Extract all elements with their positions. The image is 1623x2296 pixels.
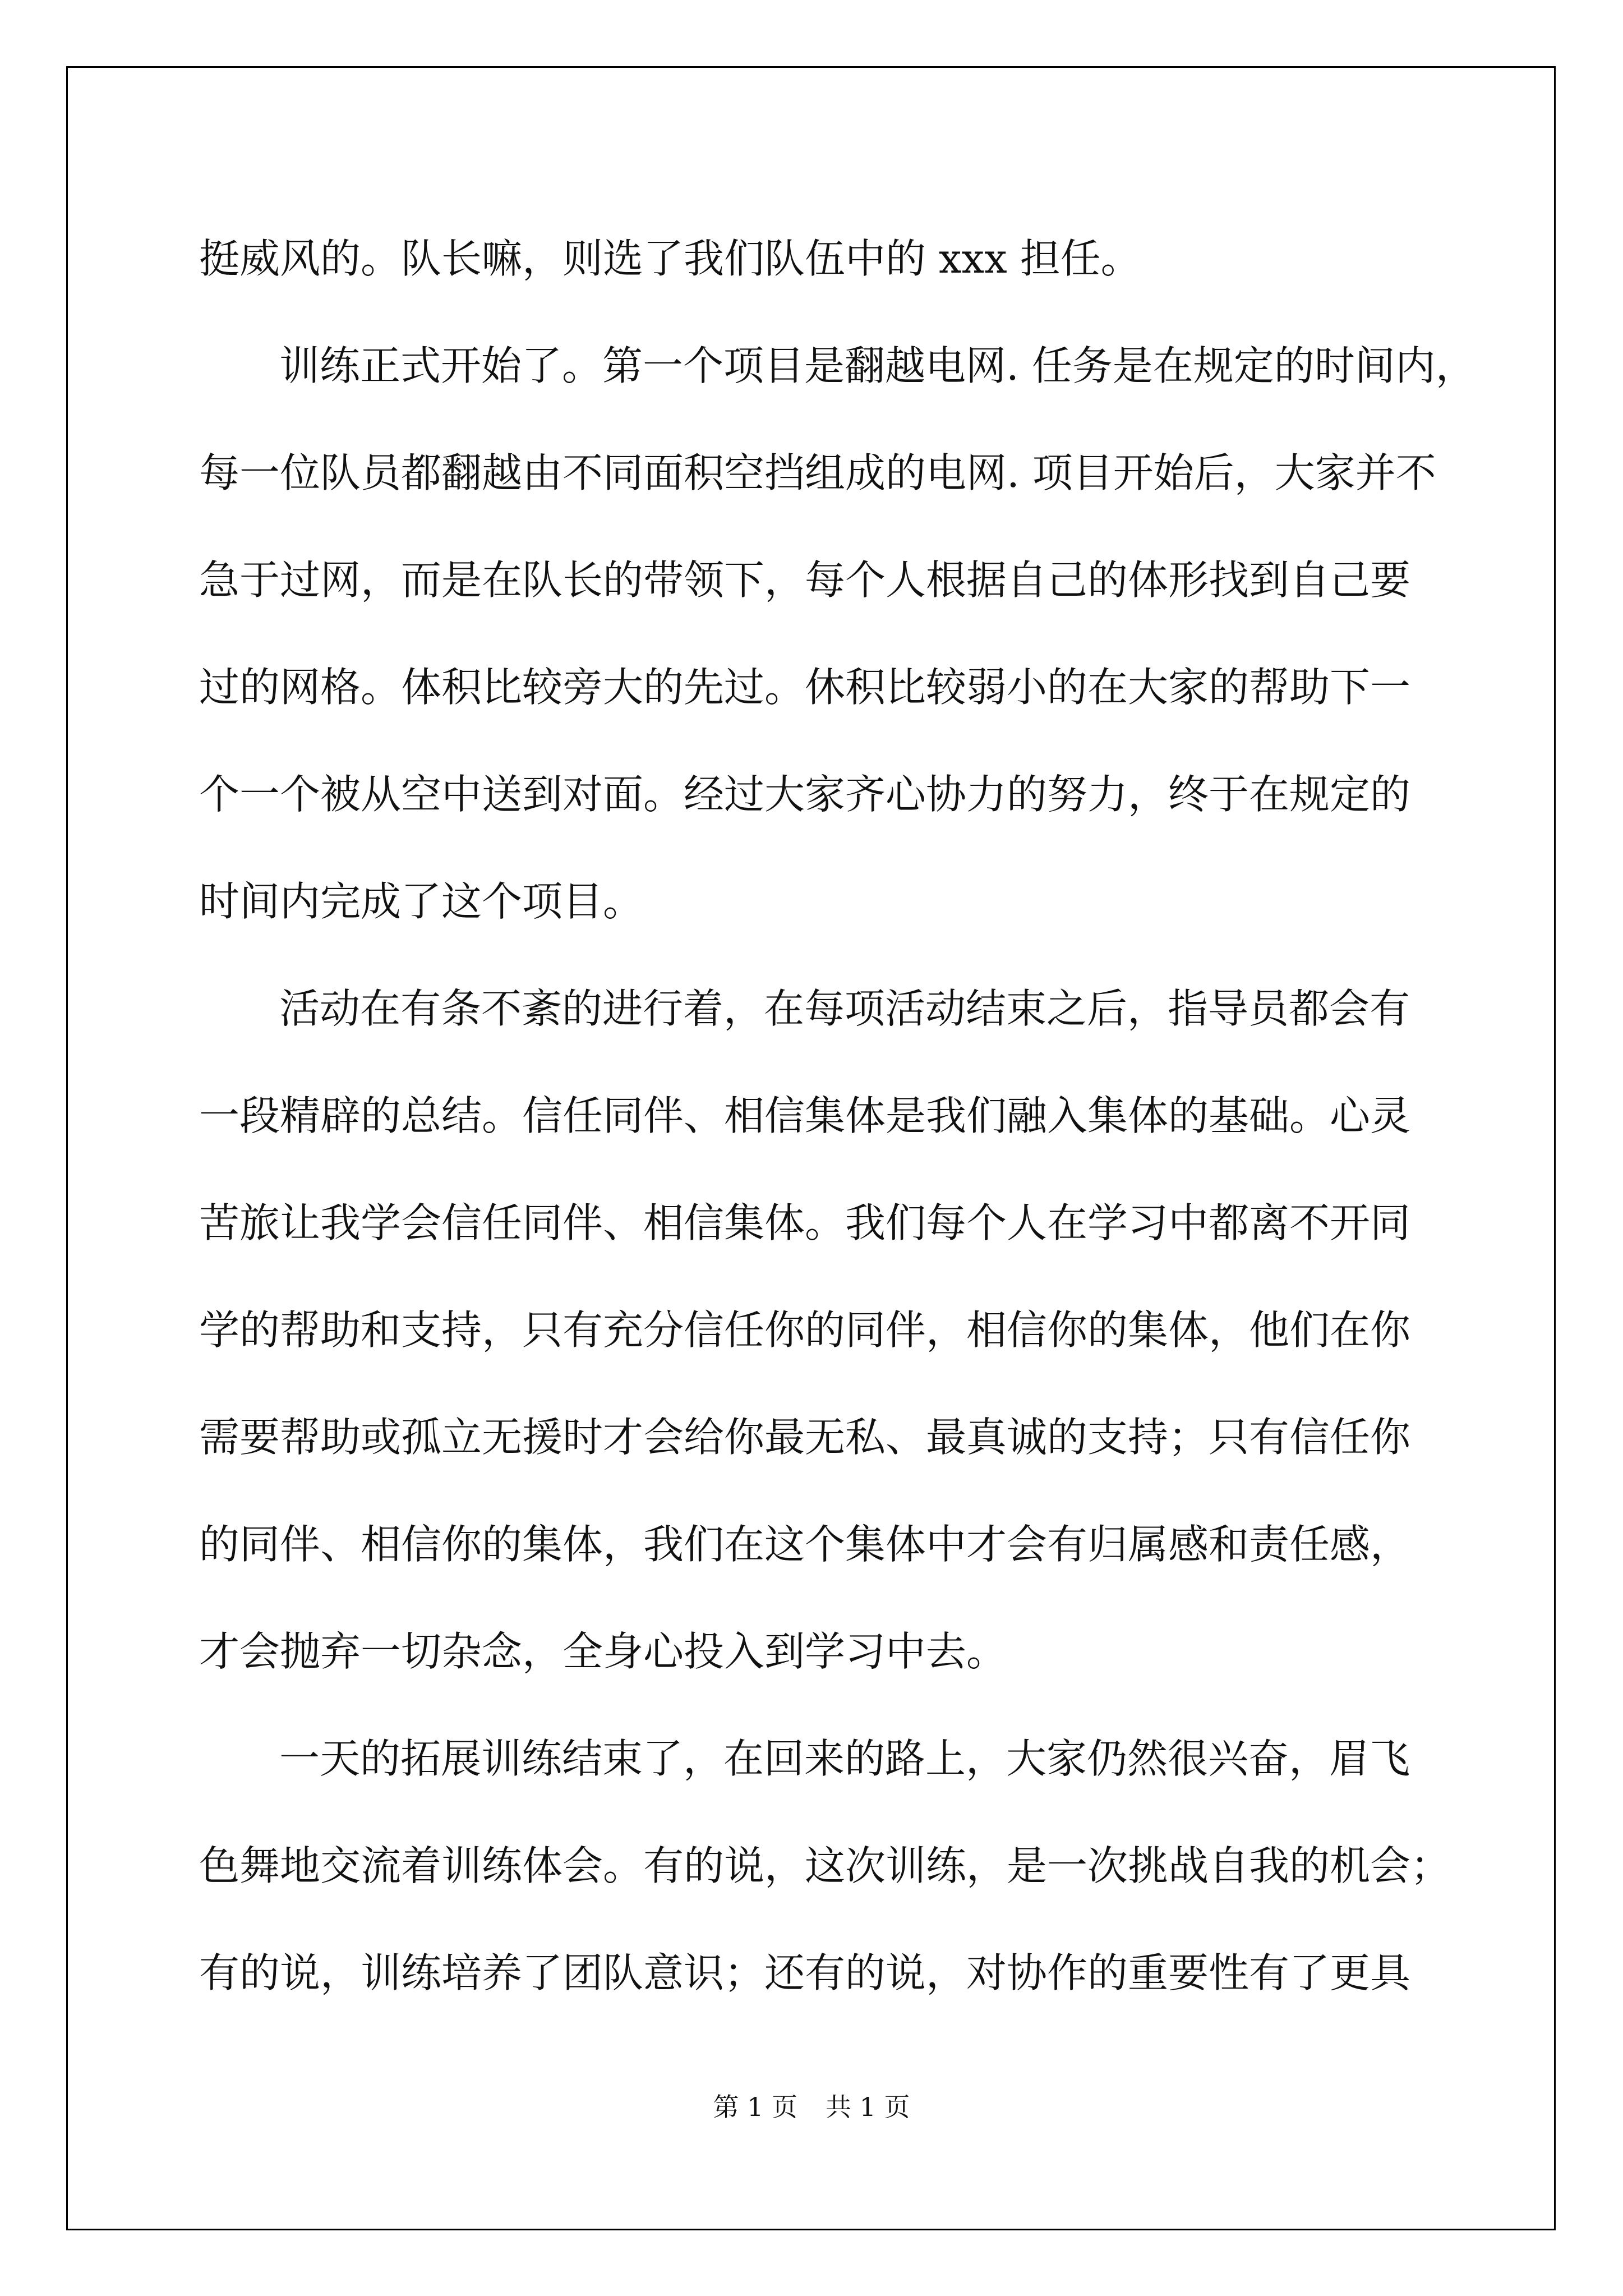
total-pages: 共 1 页	[826, 2092, 910, 2122]
text-line: 色舞地交流着训练体会。有的说，这次训练，是一次挑战自我的机会；	[199, 1842, 1451, 1889]
text-line: 急于过网，而是在队长的带领下，每个人根据自己的体形找到自己要	[199, 556, 1411, 604]
text-line: 需要帮助或孤立无援时才会给你最无私、最真诚的支持；只有信任你	[199, 1414, 1411, 1461]
text-line: 一段精辟的总结。信任同伴、相信集体是我们融入集体的基础。心灵	[199, 1092, 1411, 1139]
text-line: 挺威风的。队长嘛，则选了我们队伍中的 xxx 担任。	[199, 235, 1141, 282]
text-line: 苦旅让我学会信任同伴、相信集体。我们每个人在学习中都离不开同	[199, 1199, 1411, 1246]
text-line: 学的帮助和支持，只有充分信任你的同伴，相信你的集体，他们在你	[199, 1306, 1411, 1354]
text-line: 时间内完成了这个项目。	[199, 878, 644, 925]
page-number: 第 1 页	[713, 2092, 797, 2122]
document-body	[199, 205, 1483, 2027]
text-line: 每一位队员都翻越由不同面积空挡组成的电网. 项目开始后，大家并不	[199, 449, 1436, 496]
text-line: 有的说，训练培养了团队意识；还有的说，对协作的重要性有了更具	[199, 1949, 1411, 1996]
paragraph-first-line: 训练正式开始了。第一个项目是翻越电网. 任务是在规定的时间内，	[279, 342, 1476, 389]
text-line: 才会抛弃一切杂念，全身心投入到学习中去。	[199, 1628, 1007, 1675]
text-line: 个一个被从空中送到对面。经过大家齐心协力的努力，终于在规定的	[199, 771, 1411, 818]
text-line: 过的网格。体积比较旁大的先过。休积比较弱小的在大家的帮助下一	[199, 664, 1411, 711]
paragraph-first-line: 活动在有条不紊的进行着，在每项活动结束之后，指导员都会有	[279, 985, 1410, 1032]
paragraph-first-line: 一天的拓展训练结束了，在回来的路上，大家仍然很兴奋，眉飞	[279, 1735, 1410, 1782]
text-line: 的同伴、相信你的集体，我们在这个集体中才会有归属感和责任感，	[199, 1521, 1411, 1568]
page-footer	[0, 2087, 1623, 2124]
